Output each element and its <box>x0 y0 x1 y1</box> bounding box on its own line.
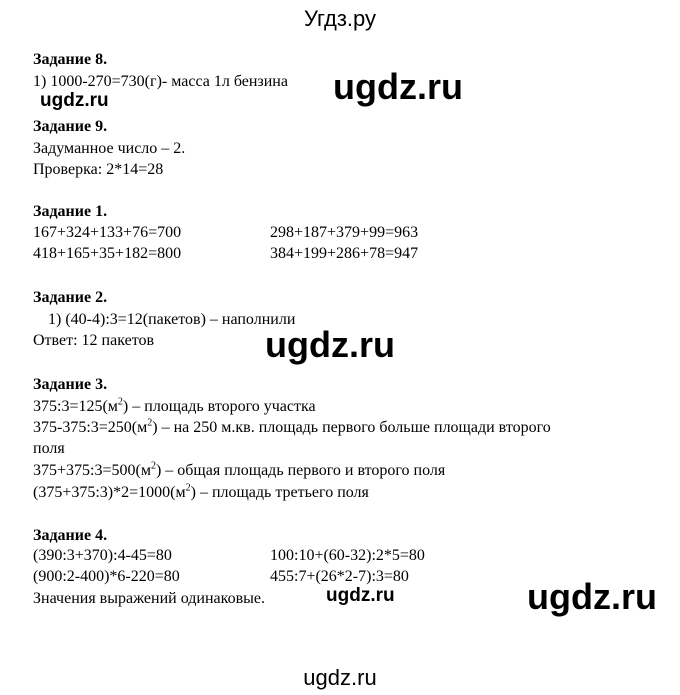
watermark: ugdz.ru <box>40 90 109 111</box>
site-title: Угдз.ру <box>303 6 377 31</box>
task3-line1: $375:3=125(м^2)$ – площадь второго участка <box>33 396 316 415</box>
task1-row2-right: 384+199+286+78=947 <box>270 245 419 262</box>
task4-row1-right: 100:10+(60-32):2*5=80 <box>270 547 425 564</box>
task1-title: Задание 1. <box>33 203 108 220</box>
task9-title: Задание 9. <box>33 118 108 135</box>
task9-line1: Задуманное число – 2. <box>33 140 186 157</box>
task4-row2-left: (900:2-400)*6-220=80 <box>33 568 180 585</box>
task1-row1-right: 298+187+379+99=963 <box>270 224 419 241</box>
watermark: ugdz.ru <box>326 585 395 606</box>
task3-line2: $375-375:3=250(м^2)$ – на 250 м.кв. площадь первого больше площади второго <box>33 417 551 436</box>
watermark: ugdz.ru <box>333 66 463 107</box>
task4-row1-left: (390:3+370):4-45=80 <box>33 547 172 564</box>
task2-title: Задание 2. <box>33 289 108 306</box>
watermark: ugdz.ru <box>527 576 657 617</box>
task3-line4: $(375+375:3)*2=1000(м^2)$ – площадь третьего поля <box>33 482 369 501</box>
task3-line2-cont: поля <box>33 440 65 457</box>
task2-answer: Ответ: 12 пакетов <box>33 332 155 349</box>
task4-conclusion: Значения выражений одинаковые. <box>33 590 265 607</box>
task8-title: Задание 8. <box>33 51 108 68</box>
task9-line2: Проверка: 2*14=28 <box>33 161 164 178</box>
task1-row1-left: 167+324+133+76=700 <box>33 224 182 241</box>
task8-line1: 1) 1000-270=730(г)- масса 1л бензина <box>33 73 288 90</box>
task3-title: Задание 3. <box>33 376 108 393</box>
footer-watermark: ugdz.ru <box>303 665 377 690</box>
task2-line1: 1) (40-4):3=12(пакетов) – наполнили <box>48 311 296 328</box>
task3-line3: $375+375:3=500(м^2)$ – общая площадь первого и второго поля <box>33 460 446 479</box>
watermark: ugdz.ru <box>265 324 395 365</box>
task1-row2-left: 418+165+35+182=800 <box>33 245 182 262</box>
task4-row2-right: 455:7+(26*2-7):3=80 <box>270 568 409 585</box>
task4-title: Задание 4. <box>33 527 108 544</box>
